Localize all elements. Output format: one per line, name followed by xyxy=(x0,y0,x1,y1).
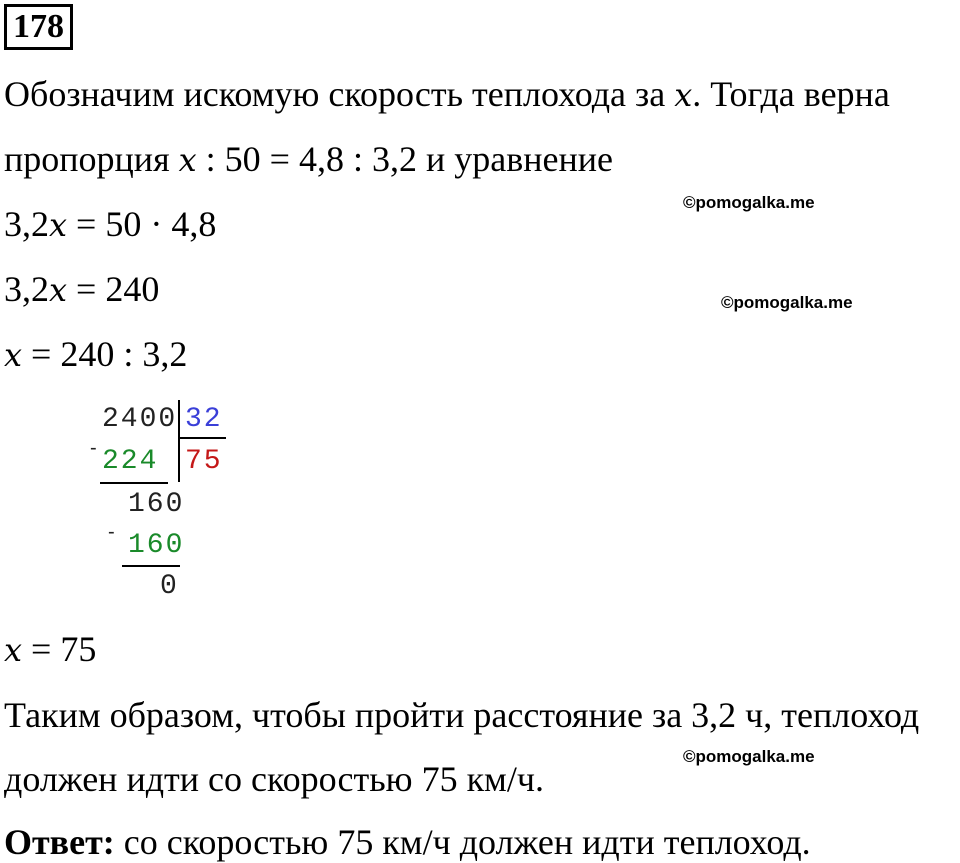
answer-label: Ответ: xyxy=(4,822,115,862)
remainder-1: 160 xyxy=(128,489,185,520)
answer-text: со скоростью 75 км/ч должен идти теплоход. xyxy=(114,822,811,862)
text-segment: . Тогда верна xyxy=(692,74,890,114)
remainder-2: 0 xyxy=(160,571,179,602)
variable-x: x xyxy=(49,206,68,244)
divisor: 32 xyxy=(185,404,223,435)
text-segment: 3,2 xyxy=(4,269,49,309)
subtracted-value-1: 224 xyxy=(102,446,159,477)
text-segment: 3,2 xyxy=(4,204,49,244)
text-segment: : 50 = 4,8 : 3,2 и уравнение xyxy=(196,139,613,179)
text-segment: = 50 · 4,8 xyxy=(67,204,217,244)
equation-line-2 xyxy=(4,271,159,307)
text-line-1 xyxy=(4,76,890,112)
minus-sign: - xyxy=(108,521,115,543)
text-segment: = 240 : 3,2 xyxy=(22,334,188,374)
conclusion-line-2: должен идти со скоростью 75 км/ч. xyxy=(4,759,544,799)
dividend: 2400 xyxy=(102,404,178,435)
text-segment: = 240 xyxy=(67,269,160,309)
watermark: ©pomogalka.me xyxy=(683,747,815,766)
subtracted-value-2: 160 xyxy=(128,530,185,561)
text-segment: пропорция xyxy=(4,139,179,179)
long-division xyxy=(90,398,250,603)
variable-x: x xyxy=(674,76,693,114)
subtraction-line-2 xyxy=(122,565,180,567)
text-segment: Обозначим искомую скорость теплохода за xyxy=(4,74,675,114)
variable-x: x xyxy=(178,141,197,179)
variable-x: x xyxy=(49,271,68,309)
watermark: ©pomogalka.me xyxy=(683,193,815,212)
problem-number: 178 xyxy=(4,4,73,50)
equation-line-3 xyxy=(4,336,187,372)
conclusion-line-1: Таким образом, чтобы пройти расстояние за 3,2 ч, теплоход xyxy=(4,695,920,735)
text-line-2 xyxy=(4,141,613,177)
answer-line xyxy=(4,824,811,860)
minus-sign: - xyxy=(90,437,97,459)
quotient: 75 xyxy=(185,446,223,477)
divisor-underline xyxy=(178,437,226,439)
subtraction-line-1 xyxy=(100,482,168,484)
text-segment: = 75 xyxy=(22,629,97,669)
variable-x: x xyxy=(4,631,23,669)
division-vertical-line xyxy=(178,400,180,482)
variable-x: x xyxy=(4,336,23,374)
watermark: ©pomogalka.me xyxy=(721,293,853,312)
equation-result xyxy=(4,631,96,667)
equation-line-1 xyxy=(4,206,216,242)
